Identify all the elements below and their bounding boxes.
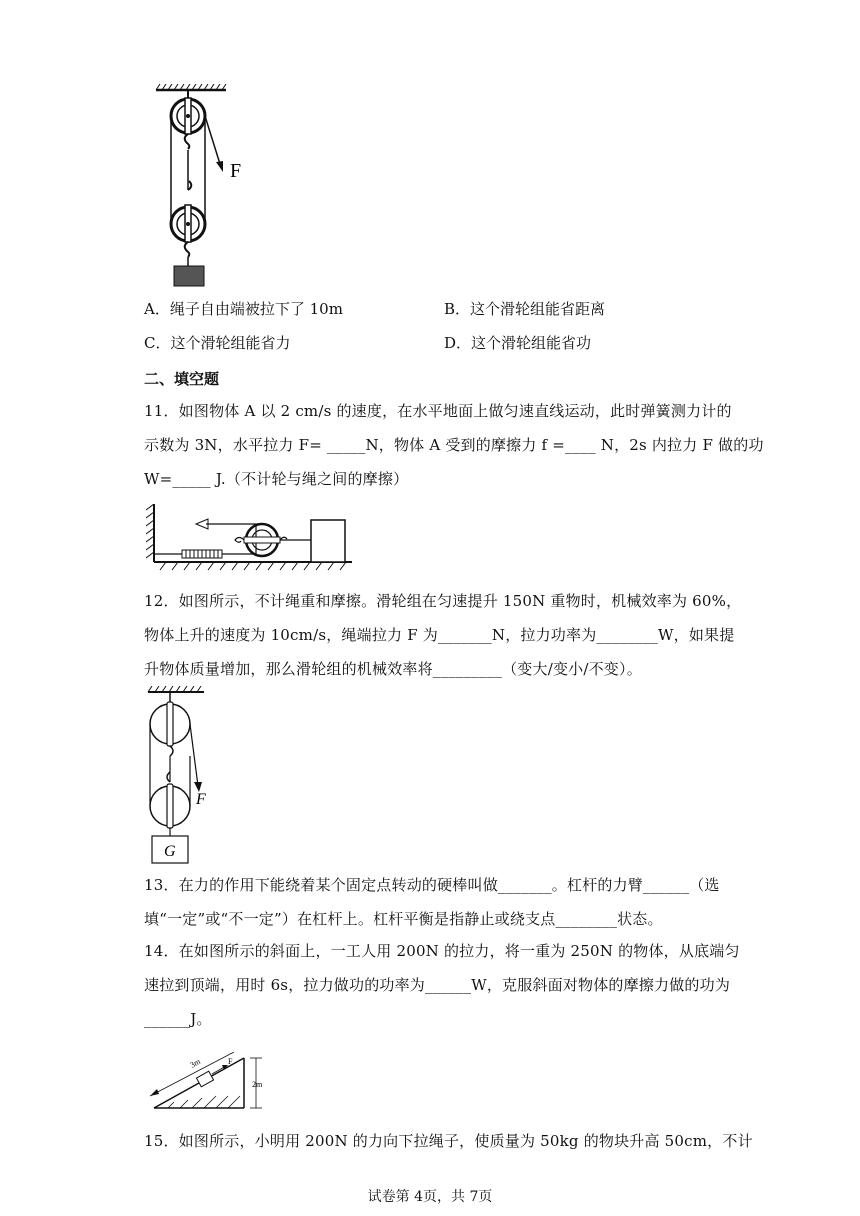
q14-line-2: 速拉到顶端，用时 6s，拉力做功的功率为______W，克服斜面对物体的摩擦力做的功为 (144, 976, 731, 994)
q12-pulley-figure (144, 686, 234, 866)
q10-option-c: C．这个滑轮组能省力 (144, 334, 291, 352)
q13-line-1: 13．在力的作用下能绕着某个固定点转动的硬棒叫做_______。杠杆的力臂______（选 (144, 876, 720, 894)
q11-spring-pulley-figure (146, 504, 356, 572)
q14-force-label: F (228, 1057, 233, 1066)
q14-height-label: 2m (252, 1080, 263, 1089)
q10-option-d: D．这个滑轮组能省功 (444, 334, 592, 352)
q14-slope-label: 3m (188, 1056, 202, 1070)
q12-line-2: 物体上升的速度为 10cm/s，绳端拉力 F 为_______N，拉力功率为________W，如果提 (144, 626, 735, 644)
q12-line-1: 12．如图所示，不计绳重和摩擦。滑轮组在匀速提升 150N 重物时，机械效率为 60%， (144, 592, 742, 610)
q10-force-label: F (230, 160, 242, 182)
q14-line-1: 14．在如图所示的斜面上，一工人用 200N 的拉力，将一重为 250N 的物体，从底端匀 (144, 942, 740, 960)
q12-force-label: F (196, 791, 206, 808)
q10-option-b: B．这个滑轮组能省距离 (444, 300, 606, 318)
q14-incline-figure (148, 1052, 268, 1114)
q10-pulley-figure (150, 84, 270, 288)
q10-option-a: A．绳子自由端被拉下了 10m (144, 300, 343, 318)
page-footer: 试卷第 4页，共 7页 (367, 1189, 493, 1205)
q15-line-1: 15．如图所示，小明用 200N 的力向下拉绳子，使质量为 50kg 的物块升高 50cm，不计 (144, 1132, 753, 1150)
q11-line-1: 11．如图物体 A 以 2 cm/s 的速度，在水平地面上做匀速直线运动，此时弹簧测力计的 (144, 402, 732, 420)
q14-line-3: ______J。 (144, 1010, 212, 1028)
q12-weight-label: G (164, 843, 176, 860)
q11-line-2: 示数为 3N，水平拉力 F= _____N，物体 A 受到的摩擦力 f =____ N，2s 内拉力 F 做的功 (144, 436, 764, 454)
q12-line-3: 升物体质量增加，那么滑轮组的机械效率将_________（变大/变小/不变）。 (144, 660, 642, 678)
section-title: 二、填空题 (144, 370, 220, 388)
q11-line-3: W=_____ J.（不计轮与绳之间的摩擦） (144, 470, 409, 488)
q13-line-2: 填“一定”或“不一定”）在杠杆上。杠杆平衡是指静止或绕支点________状态。 (144, 910, 663, 928)
